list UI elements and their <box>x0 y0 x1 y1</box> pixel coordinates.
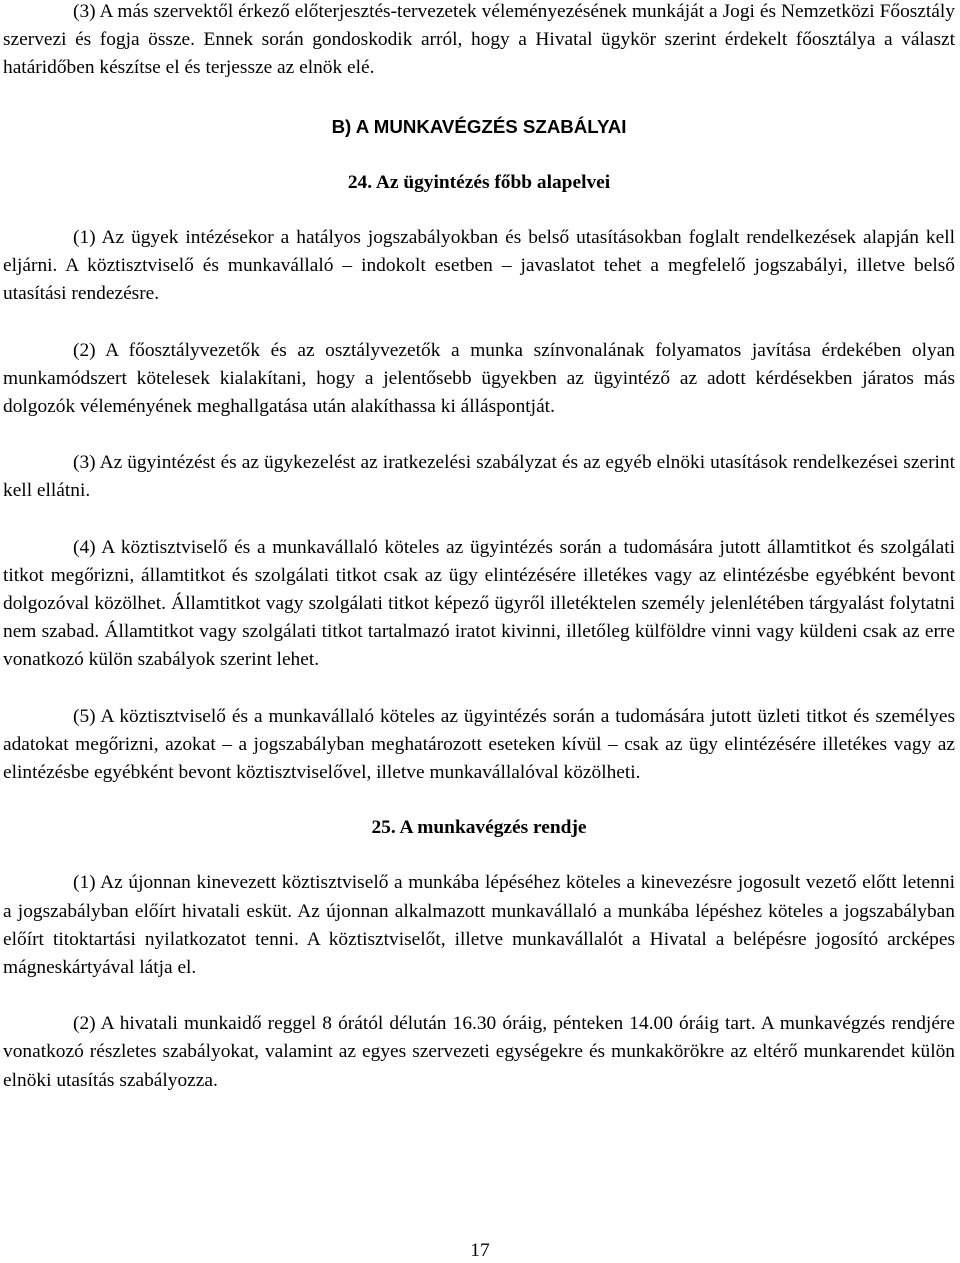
article-25-paragraph-2: (2) A hivatali munkaidő reggel 8 órától délután 16.30 óráig, pénteken 14.00 óráig tart. A munkavégzés rendjére vonatkozó részletes szabályokat, valamint az egyes szervezeti egységekre és munkakörökre az eltérő munkarendet külön elnöki utasítás szabályozza. <box>3 1013 955 1091</box>
intro-paragraph: (3) A más szervektől érkező előterjesztés-tervezetek véleményezésének munkáját a Jogi és Nemzetközi Főosztály szervezi és fogja össze. Ennek során gondoskodik arról, hogy a Hivatal ügykör szerint érdekelt főosztálya a választ határidőben készítse el és terjessze az elnök elé. <box>3 1 955 79</box>
page-number: 17 <box>470 1240 490 1261</box>
article-24-paragraph-4: (4) A köztisztviselő és a munkavállaló köteles az ügyintézés során a tudomására jutott államtitkot és szolgálati titkot megőrizni, államtitkot és szolgálati titkot csak az ügy elintézésére illetékes vagy az elintézésbe egyébként bevont dolgozóval közölhet. Államtitkot vagy szolgálati titkot képező ügyről illetéktelen személy jelenlétében tárgyalást folytatni nem szabad. Államtitkot vagy szolgálati titkot tartalmazó iratot kivinni, illetőleg külföldre vinni vagy küldeni csak az erre vonatkozó külön szabályok szerint lehet. <box>3 536 955 671</box>
article-24-paragraph-5: (5) A köztisztviselő és a munkavállaló köteles az ügyintézés során a tudomására jutott üzleti titkot és személyes adatokat megőrizni, azokat – a jogszabályban meghatározott eseteken kívül – csak az ügy elintézésére illetékes vagy az elintézésbe egyébként bevont köztisztviselővel, illetve munkavállalóval közölheti. <box>3 705 955 784</box>
article-25-paragraph-1: (1) Az újonnan kinevezett köztisztviselő a munkába lépéséhez köteles a kinevezésre jogosult vezető előtt letenni a jogszabályban előírt hivatali esküt. Az újonnan alkalmazott munkavállaló a munkába lépéshez köteles a jogszabályban előírt titoktartási nyilatkozatot tenni. A köztisztviselőt, illetve munkavállalót a Hivatal a belépésre jogosító arcképes mágneskártyával látja el. <box>3 872 955 979</box>
document-page <box>3 0 955 1095</box>
article-24-paragraph-3: (3) Az ügyintézést és az ügykezelést az iratkezelési szabályzat és az egyéb elnöki utasítások rendelkezései szerint kell ellátni. <box>3 452 955 502</box>
article-24-paragraph-1: (1) Az ügyek intézésekor a hatályos jogszabályokban és belső utasításokban foglalt rendelkezések alapján kell eljárni. A köztisztviselő és munkavállaló – indokolt esetben – javaslatot tehet a megfelelő jogszabályi, illetve belső utasítási rendezésre. <box>3 227 955 305</box>
article-25-heading: 25. A munkavégzés rendje <box>371 817 587 839</box>
section-heading: B) A MUNKAVÉGZÉS SZABÁLYAI <box>331 115 627 137</box>
article-24-paragraph-2: (2) A főosztályvezetők és az osztályvezetők a munka színvonalának folyamatos javítása érdekében olyan munkamódszert kötelesek kialakítani, hogy a jelentősebb ügyekben az ügyintéző az adott kérdésekben járatos más dolgozók véleményének meghallgatása után alakíthassa ki álláspontját. <box>3 339 955 418</box>
article-24-heading: 24. Az ügyintézés főbb alapelvei <box>347 171 611 193</box>
